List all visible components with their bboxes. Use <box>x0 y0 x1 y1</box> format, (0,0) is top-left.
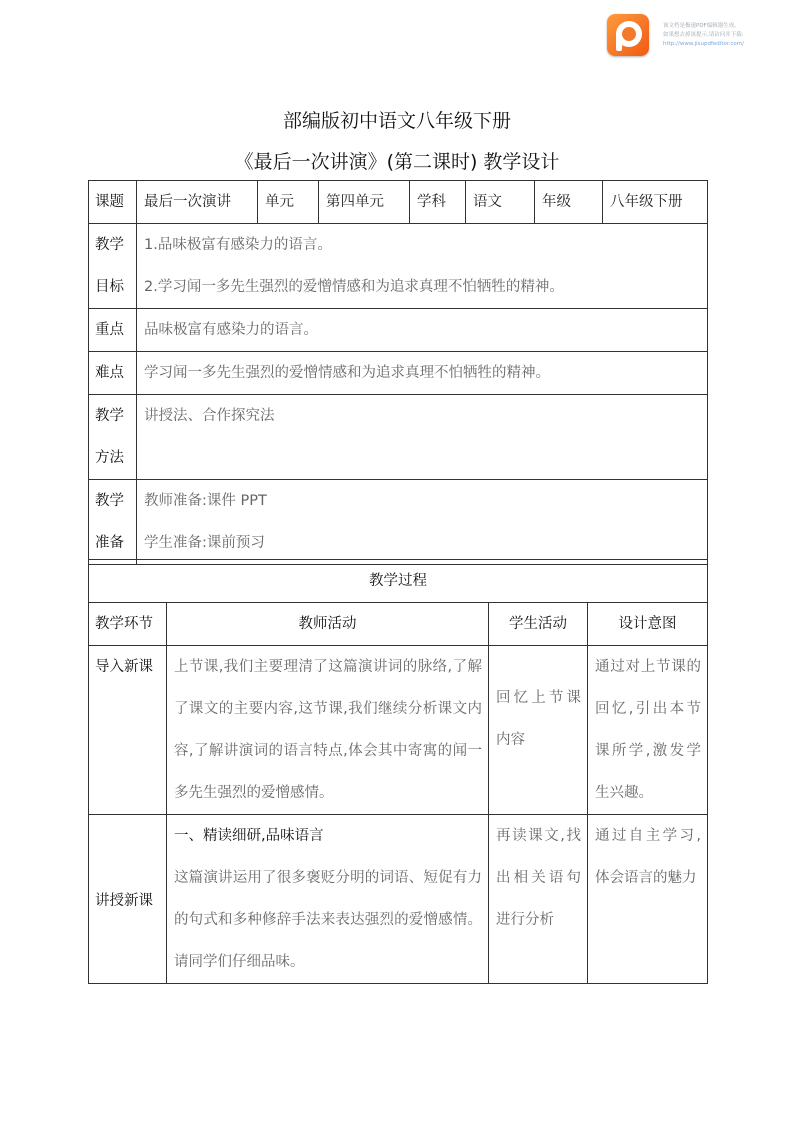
unit-value: 第四单元 <box>319 181 410 224</box>
teacher-preparation: 教师准备:课件 PPT <box>144 493 267 509</box>
info-table <box>88 180 708 565</box>
key-point-label: 重点 <box>89 309 137 352</box>
process-table <box>88 559 708 984</box>
goals-content <box>137 224 708 309</box>
design-intent-intro: 通过对上节课的回忆,引出本节课所学,激发学生兴趣。 <box>588 646 708 815</box>
stage-intro: 导入新课 <box>89 646 167 815</box>
header-teacher-activity: 教师活动 <box>167 603 489 646</box>
design-intent-new-lesson: 通过自主学习,体会语言的魅力 <box>588 815 708 984</box>
method-value: 讲授法、合作探究法 <box>137 395 708 480</box>
watermark-line-1: 该文档是极速PDF编辑器生成, <box>663 23 736 29</box>
topic-value: 最后一次演讲 <box>137 181 258 224</box>
page-subtitle: 《最后一次讲演》(第二课时) 教学设计 <box>234 151 560 173</box>
goals-label <box>89 224 137 309</box>
student-preparation: 学生准备:课前预习 <box>144 535 265 551</box>
teacher-activity-text: 这篇演讲运用了很多褒贬分明的词语、短促有力的句式和多种修辞手法来表达强烈的爱憎感情。请同学们仔细品味。 <box>174 870 482 970</box>
teacher-activity-intro: 上节课,我们主要理清了这篇演讲词的脉络,了解了课文的主要内容,这节课,我们继续分析课文内容,了解讲演词的语言特点,体会其中寄寓的闻一多先生强烈的爱憎感情。 <box>167 646 489 815</box>
method-label <box>89 395 137 480</box>
goal-2: 2.学习闻一多先生强烈的爱憎情感和为追求真理不怕牺牲的精神。 <box>144 279 564 295</box>
goals-label-line-2: 目标 <box>95 279 124 295</box>
goals-label-line-1: 教学 <box>95 237 124 253</box>
student-activity-intro: 回忆上节课内容 <box>489 646 588 815</box>
preparation-label-line-1: 教学 <box>95 493 124 509</box>
watermark <box>663 22 793 49</box>
process-title: 教学过程 <box>89 560 708 603</box>
header-stage: 教学环节 <box>89 603 167 646</box>
grade-label: 年级 <box>535 181 603 224</box>
letter-p-icon <box>607 14 649 56</box>
watermark-line-2: 如果想去掉该提示,请访问并下载: <box>663 32 744 38</box>
student-activity-new-lesson: 再读课文,找出相关语句进行分析 <box>489 815 588 984</box>
header-design-intent: 设计意图 <box>588 603 708 646</box>
unit-label: 单元 <box>258 181 319 224</box>
section-heading: 一、精读细研,品味语言 <box>174 828 324 844</box>
method-label-line-2: 方法 <box>95 450 124 466</box>
preparation-label-line-2: 准备 <box>95 535 124 551</box>
header-student-activity: 学生活动 <box>489 603 588 646</box>
preparation-content <box>137 480 708 565</box>
page-title: 部编版初中语文八年级下册 <box>282 110 511 132</box>
watermark-url[interactable]: http://www.jisupdfeditor.com/ <box>663 41 744 47</box>
difficulty-label: 难点 <box>89 352 137 395</box>
subject-value: 语文 <box>466 181 535 224</box>
grade-value: 八年级下册 <box>603 181 708 224</box>
teacher-activity-new-lesson <box>167 815 489 984</box>
pdf-editor-logo <box>607 14 649 56</box>
preparation-label <box>89 480 137 565</box>
subject-label: 学科 <box>410 181 466 224</box>
key-point-value: 品味极富有感染力的语言。 <box>137 309 708 352</box>
stage-new-lesson: 讲授新课 <box>89 815 167 984</box>
method-label-line-1: 教学 <box>95 408 124 424</box>
topic-label: 课题 <box>89 181 137 224</box>
goal-1: 1.品味极富有感染力的语言。 <box>144 237 332 253</box>
difficulty-value: 学习闻一多先生强烈的爱憎情感和为追求真理不怕牺牲的精神。 <box>137 352 708 395</box>
